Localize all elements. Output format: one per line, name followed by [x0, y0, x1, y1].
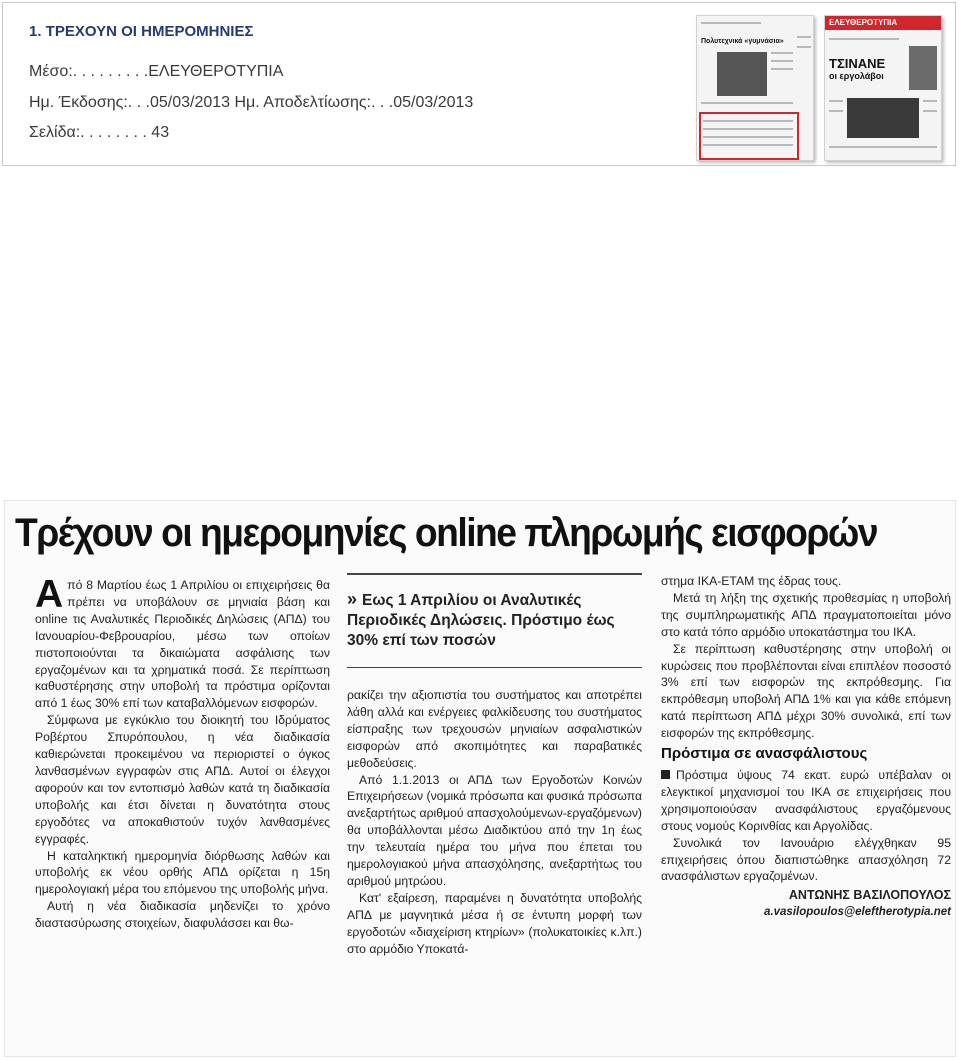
pull-quote-top-rule [347, 573, 642, 575]
article-column-1 [35, 573, 330, 932]
article-paragraph: Πρόστιμα ύψους 74 εκατ. ευρώ υπέβαλαν οι ελεγκτικοί μηχανισμοί του ΙΚΑ σε επιχειρήσεις που χρησιμοποιούσαν ανασφάλιστους εργαζόμενους στους νομούς Κορινθίας και Αργολίδας. [661, 767, 951, 833]
drop-cap: Α [35, 573, 64, 616]
square-bullet-icon [661, 770, 670, 779]
page-line: Σελίδα:. . . . . . . . 43 [29, 124, 170, 141]
article-paragraph: Από 1.1.2013 οι ΑΠΔ των Εργοδοτών Κοινών Επιχειρήσεων (νομικά πρόσωπα και φυσικά πρόσωπα ανεξαρτήτως αριθμού απασχολούμενων-εργαζόμενων) θα υποβάλλονται μέσω Διαδικτύου από την 1η έως την τελευταία ημέρα του μήνα που έπεται του ημερολογιακού μήνα απασχόλησης, ανεξαρτήτως του αριθμού μητρώου. [347, 772, 642, 888]
article-column-2 [347, 687, 642, 958]
dates-line: Ημ. Έκδοσης:. . .05/03/2013 Ημ. Αποδελτίωσης:. . .05/03/2013 [29, 94, 474, 111]
article-paragraph: ρακίζει την αξιοπιστία του συστήματος και αποτρέπει λάθη αλλά και ενέργειες φαλκίδευσης του συστήματος είσπραξης των τρεχουσών μηνιαίων ασφαλιστικών εισφορών από σκοπιμότητες και παραβατικές μεθοδεύσεις. [347, 688, 642, 770]
double-chevron-icon: » [347, 589, 358, 609]
thumb-photo [717, 52, 767, 96]
article-paragraph: Αυτή η νέα διαδικασία μηδενίζει το χρόνο διαστασύρωσης στοιχείων, διαφυλάσσει και θω- [35, 899, 330, 931]
article-column-3 [661, 573, 951, 921]
thumb-rule [701, 22, 761, 24]
article-paragraph: Κατ' εξαίρεση, παραμένει η δυνατότητα υποβολής ΑΠΔ με μαγνητικά μέσα ή σε έντυπη μορφή των εργοδοτών «διαχείριση κτηρίων» (πολυκατοικίες κ.λπ.) στο αρμόδιο Υποκατά- [347, 890, 642, 956]
pull-quote-bottom-rule [347, 667, 642, 668]
thumb-side-photo [909, 46, 937, 90]
article-paragraph: Σε περίπτωση καθυστέρησης στην υποβολή οι κυρώσεις που προβλέπονται είναι επιπλέον ποσοστό 3% επί των εισφορών της εκπρόθεσμης. Για εκπρόθεσμη υποβολή ΑΠΔ 1% και για κάθε επόμενη κατά περίπτωση ΑΠΔ μέχρι 30% συνολικά, επί των εισφορών της εκπρόθεσμης. [661, 641, 951, 741]
article-paragraph: Η καταληκτική ημερομηνία διόρθωσης λαθών και υποβολής εκ νέου ορθής ΑΠΔ ορίζεται η 15η ημερολογιακή μέρα του επόμενου της υποβολής μήνα. [35, 848, 330, 897]
article-paragraph: στημα ΙΚΑ-ΕΤΑΜ της έδρας τους. [661, 574, 842, 588]
section-subhead: Πρόστιμα σε ανασφάλιστους [661, 745, 868, 763]
article-clipping [4, 500, 956, 1057]
source-line: Μέσο:. . . . . . . . .ΕΛΕΥΘΕΡΟΤΥΠΙΑ [29, 63, 284, 80]
thumb-page-headline: Πολυτεχνικά «γυμνάσια» [701, 38, 784, 45]
clipping-title: 1. ΤΡΕΧΟΥΝ ΟΙ ΗΜΕΡΟΜΗΝΙΕΣ [29, 23, 254, 40]
article-paragraph: Μετά τη λήξη της σχετικής προθεσμίας η υποβολή της συμπληρωματικής ΑΠΔ πραγματοποιείται μόνο στο κατά τόπο αρμόδιο υποκατάστημα του ΙΚΑ. [661, 590, 951, 639]
article-headline: Τρέχουν οι ημερομηνίες online πληρωμής εισφορών [15, 511, 878, 555]
thumb-front-headline-2: οι εργολάβοι [829, 71, 884, 81]
pull-quote: » Εως 1 Απριλίου οι Αναλυτικές Περιοδικές Δηλώσεις. Πρόστιμο έως 30% επί των ποσών [347, 589, 615, 649]
article-paragraph: Συνολικά τον Ιανουάριο ελέγχθηκαν 95 επιχειρήσεις όπου διαπιστώθηκε απασχόληση 72 ανασφάλιστων εργαζομένων. [661, 835, 951, 884]
thumb-front-headline-1: ΤΣΙΝΑΝΕ [829, 56, 886, 71]
thumb-masthead: ΕΛΕΥΘΕΡΟΤΥΠΙΑ [829, 18, 898, 27]
page-thumbnail[interactable] [696, 15, 814, 161]
author-email[interactable]: a.vasilopoulos@eleftherotypia.net [764, 906, 951, 919]
author-name: ΑΝΤΩΝΗΣ ΒΑΣΙΛΟΠΟΥΛΟΣ [788, 888, 951, 903]
front-page-thumbnail[interactable] [824, 15, 942, 161]
clipping-header [2, 2, 956, 166]
article-paragraph: Από 8 Μαρτίου έως 1 Απριλίου οι επιχειρήσεις θα πρέπει να υποβάλουν σε μηνιαία βάση και online τις Αναλυτικές Περιοδικές Δηλώσεις (ΑΠΔ) του Ιανουαρίου-Φεβρουαρίου, μέσω των οποίων πιστοποιούνται τα δικαιώματα ασφάλισης των εργαζομένων και τα χρηματικά ποσά. Σε περίπτωση καθυστέρησης στην υποβολή τα πρόστιμα ορίζονται από 1 έως 30% επί των καταβαλλόμενων εισφορών. [35, 573, 330, 711]
article-paragraph: Σύμφωνα με εγκύκλιο του διοικητή του Ιδρύματος Ροβέρτου Σπυρόπουλου, η νέα διαδικασία καθιερώνεται προκειμένου να περιοριστεί ο όγκος λανθασμένων εγγραφών στις ΑΠΔ. Αυτοί οι έλεγχοι αφορούν και τον εντοπισμό λαθών κατά τη διαδικασία υποβολής και έτσι δίνεται η δυνατότητα στους εργοδότες να αποκαθιστούν τυχόν λανθασμένες εγγραφές. [35, 713, 330, 846]
thumb-main-photo [847, 98, 919, 138]
